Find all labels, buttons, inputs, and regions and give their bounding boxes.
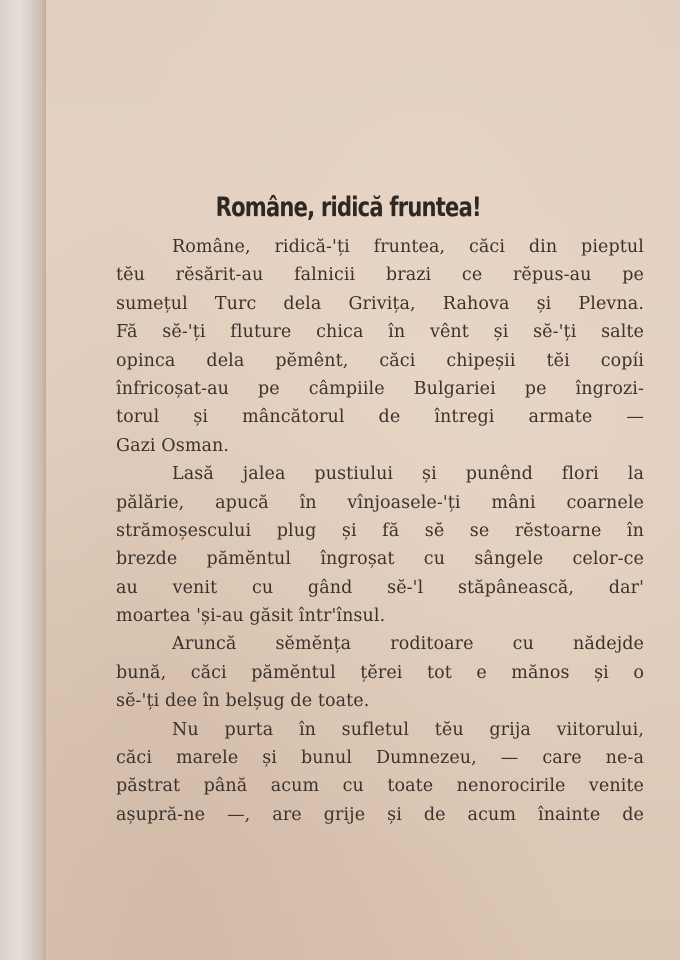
text-line: Fă sĕ-'ți fluture chica în vênt și sĕ-'ți salte [116,322,644,343]
text-line: brezde pămĕntul îngroșat cu sângele celor-ce [116,549,644,570]
text-line: opinca dela pĕmênt, căci chipeșii tĕi copíi [116,350,644,371]
book-page [46,0,680,960]
text-line: moartea 'și-au găsit într'însul. [116,606,386,627]
text-line: au venit cu gând sĕ-'l stăpânească, dar' [116,577,644,598]
text-line: tĕu rĕsărit-au falnicii brazi ce rĕpus-au pe [116,265,644,286]
body-text [116,233,644,829]
text-line: pălărie, apucă în vînjoasele-'ți mâni coarnele [116,492,644,513]
text-line: strămoșescului plug și fă sĕ se rĕstoarne în [116,520,644,541]
paragraph-2 [116,460,644,630]
text-line: păstrat până acum cu toate nenorocirile venite [116,776,644,797]
paragraph-3 [116,630,644,715]
chapter-title: Române, ridică fruntea! [215,192,481,223]
text-line: Lasă jalea pustiului și punênd flori la [172,464,644,485]
text-line: așupră-ne —, are grije și de acum înainte de [116,804,644,825]
page-edge-shadow [0,0,48,960]
text-line: bună, căci pămĕntul țĕrei tot e mănos și o [116,662,644,683]
text-line: Române, ridică-'ți fruntea, căci din pieptul [172,237,644,257]
paragraph-1 [116,233,644,460]
text-line: Nu purta în sufletul tĕu grija viitorului, [172,719,644,740]
text-line: căci marele și bunul Dumnezeu, — care ne-a [116,748,644,769]
text-line: sĕ-'ți dee în belșug de toate. [116,691,370,712]
text-line: torul și mâncătorul de întregi armate — [116,407,644,428]
text-line: Aruncă sĕmĕnța roditoare cu nădejde [172,634,644,655]
text-line: Gazi Osman. [116,435,230,456]
paragraph-4 [116,716,644,830]
text-line: sumețul Turc dela Grivița, Rahova și Plevna. [116,293,644,314]
text-line: înfricoșat-au pe câmpiile Bulgariei pe îngrozi- [116,378,644,399]
